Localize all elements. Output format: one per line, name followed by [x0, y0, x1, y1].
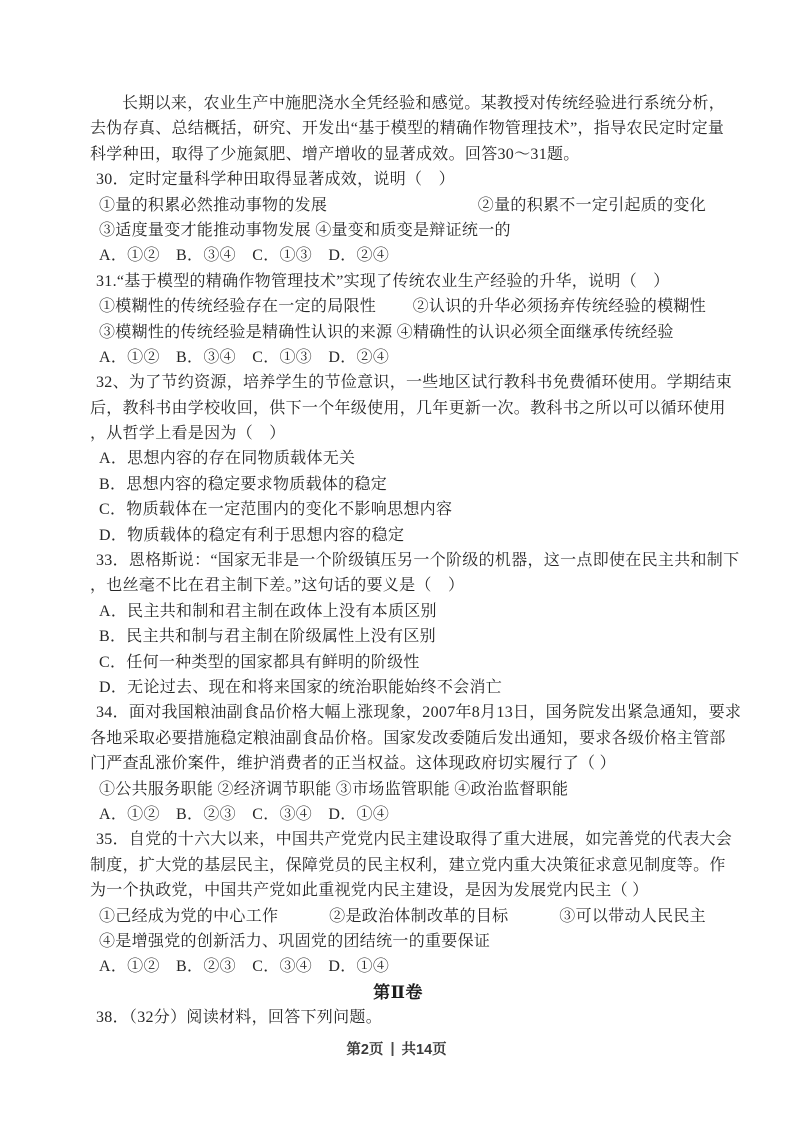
question-32-stem-line-1: 32、为了节约资源，培养学生的节俭意识，一些地区试行教科书免费循环使用。学期结束: [96, 374, 733, 392]
question-30-items-row-2: ③适度量变才能推动事物发展 ④量变和质变是辩证统一的: [99, 221, 511, 239]
question-31-item-2: ②认识的升华必须扬弃传统经验的模糊性: [412, 298, 706, 316]
question-32-stem-line-3: ，从哲学上看是因为（ ）: [90, 425, 286, 443]
question-31-items-row-1: [90, 294, 706, 319]
question-30-choices: A．①② B．③④ C．①③ D．②④: [99, 247, 390, 265]
question-35-item-3: ③可以带动人民民主: [559, 907, 706, 925]
question-31-stem: 31.“基于模型的精确作物管理技术”实现了传统农业生产经验的升华，说明（ ）: [96, 272, 670, 290]
question-30-stem: 30．定时定量科学种田取得显著成效，说明（ ）: [96, 171, 455, 189]
question-33-option-d: D．无论过去、现在和将来国家的统治职能始终不会消亡: [99, 678, 503, 696]
question-35-items-row-1: [90, 904, 706, 929]
question-34-stem-line-3: 门严查乱涨价案件，维护消费者的正当权益。这体现政府切实履行了（ ）: [90, 755, 616, 773]
question-33-option-c: C．任何一种类型的国家都具有鲜明的阶级性: [99, 653, 420, 671]
question-35-choices: A．①② B．②③ C．③④ D．①④: [99, 958, 390, 976]
question-34-stem-line-1: 34．面对我国粮油副食品价格大幅上涨现象，2007年8月13日，国务院发出紧急通知，要求: [96, 704, 742, 722]
question-35-items-row-2: ④是增强党的创新活力、巩固党的团结统一的重要保证: [99, 932, 491, 950]
question-32-option-c: C．物质载体在一定范围内的变化不影响思想内容: [99, 501, 453, 519]
question-35-stem-line-2: 制度，扩大党的基层民主，保障党员的民主权利，建立党内重大决策征求意见制度等。作: [90, 856, 726, 874]
section-2-heading: 第Ⅱ卷: [373, 982, 423, 1002]
question-32-option-d: D．物质载体的稳定有利于思想内容的稳定: [99, 526, 405, 544]
question-35-item-2: ②是政治体制改革的目标: [329, 907, 509, 925]
intro-line-2: 去伪存真、总结概括，研究、开发出“基于模型的精确作物管理技术”，指导农民定时定量: [90, 120, 725, 138]
question-32-stem-line-2: 后，教科书由学校收回，供下一个年级使用，几年更新一次。教科书之所以可以循环使用: [90, 399, 726, 417]
question-35-stem-line-1: 35．自党的十六大以来，中国共产党党内民主建设取得了重大进展，如完善党的代表大会: [96, 831, 733, 849]
question-30-items-row-1: [90, 193, 706, 218]
question-32-option-a: A．思想内容的存在同物质载体无关: [99, 450, 356, 468]
footer-separator: |: [390, 1040, 395, 1057]
intro-line-1: 长期以来，农业生产中施肥浇水全凭经验和感觉。某教授对传统经验进行系统分析，: [122, 95, 726, 112]
question-31-item-1: ①模糊性的传统经验存在一定的局限性: [99, 298, 377, 316]
question-38-stem: 38．（32分）阅读材料，回答下列问题。: [96, 1009, 383, 1027]
footer-total-pages: 共14页: [401, 1042, 447, 1058]
question-30-item-2: ②量的积累不一定引起质的变化: [477, 196, 706, 214]
question-35-item-1: ①己经成为党的中心工作: [99, 907, 279, 925]
question-35-stem-line-3: 为一个执政党，中国共产党如此重视党内民主建设，是因为发展党内民主（ ）: [90, 882, 649, 900]
question-34-choices: A．①② B．②③ C．③④ D．①④: [99, 805, 390, 823]
question-33-option-b: B．民主共和制与君主制在阶级属性上没有区别: [99, 628, 436, 646]
question-32-option-b: B．思想内容的稳定要求物质载体的稳定: [99, 475, 388, 493]
question-34-stem-line-2: 各地采取必要措施稳定粮油副食品价格。国家发改委随后发出通知，要求各级价格主管部: [90, 729, 726, 747]
question-30-item-1: ①量的积累必然推动事物的发展: [99, 196, 328, 214]
exam-page-content: [90, 91, 742, 1030]
footer-page-number: 第2页: [346, 1042, 384, 1058]
question-33-stem-line-1: 33．恩格斯说：“国家无非是一个阶级镇压另一个阶级的机器，这一点即使在民主共和制下: [96, 552, 740, 570]
question-33-option-a: A．民主共和制和君主制在政体上没有本质区别: [99, 602, 437, 620]
question-33-stem-line-2: ，也丝毫不比在君主制下差。”这句话的要义是（ ）: [90, 577, 465, 595]
intro-line-3: 科学种田，取得了少施氮肥、增产增收的显著成效。回答30～31题。: [90, 145, 580, 163]
question-31-choices: A．①② B．③④ C．①③ D．②④: [99, 348, 390, 366]
question-31-items-row-2: ③模糊性的传统经验是精确性认识的来源 ④精确性的认识必须全面继承传统经验: [99, 323, 674, 341]
page-footer: [0, 1038, 793, 1059]
question-34-items-row: ①公共服务职能 ②经济调节职能 ③市场监管职能 ④政治监督职能: [99, 780, 569, 798]
